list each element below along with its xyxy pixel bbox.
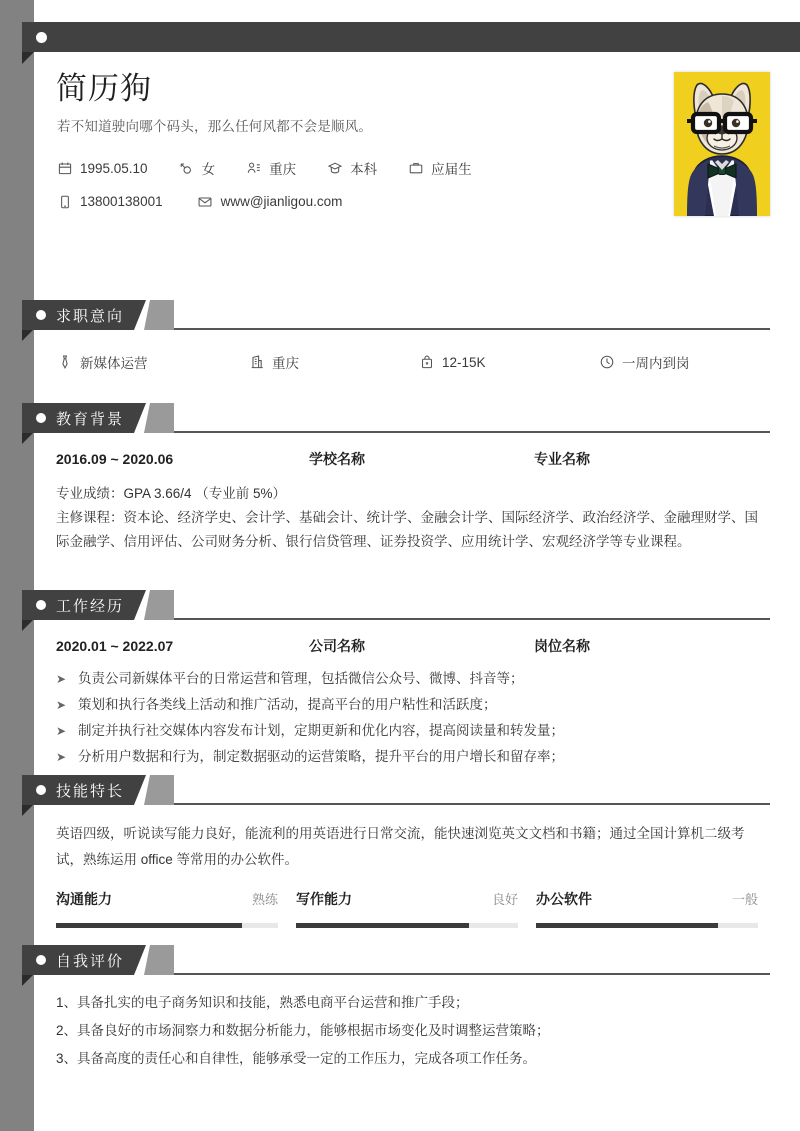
meta-email-text: www@jianligou.com [220,194,343,209]
list-item [56,744,760,770]
person-location-icon [245,160,262,177]
skill-progress-fill [536,923,718,928]
section-fold [22,330,33,341]
intent-salary [418,354,598,371]
tagline: 若不知道驶向哪个码头，那么任何风都不会是顺风。 [57,119,373,134]
section-banner [22,403,134,433]
meta-degree [326,158,377,178]
work-bullet-list [56,656,760,770]
skill-level: 良好 [491,892,518,907]
meta-gender-text: 女 [201,162,216,177]
skill-name: 写作能力 [296,891,352,907]
section-bullet-icon [36,600,46,610]
work-date: 2020.01 ~ 2022.07 [56,638,174,654]
skill-progress-track [296,923,518,928]
section-header-self-evaluation [0,945,800,975]
section-wedge-decoration [144,590,174,620]
intent-city-text: 重庆 [272,356,299,371]
skill-name: 沟通能力 [56,891,112,907]
arrow-bullet-icon: ➤ [56,698,67,712]
section-banner [22,945,134,975]
section-fold [22,975,33,986]
section-fold [22,805,33,816]
list-item-text: 负责公司新媒体平台的日常运营和管理，包括微信公众号、微博、抖音等； [78,671,524,686]
meta-phone [56,193,163,210]
self-evaluation-list [56,975,760,1073]
section-body [56,433,760,554]
skill-progress-track [56,923,278,928]
skill-name: 办公软件 [536,891,592,907]
meta-experience-text: 应届生 [431,162,472,177]
email-icon [197,193,214,210]
skill-item [56,889,278,928]
section-banner [22,775,134,805]
clock-icon [598,354,615,371]
section-body [56,805,760,928]
meta-birthdate-text: 1995.05.10 [80,160,148,176]
list-item-text: 策划和执行各类线上活动和推广活动，提高平台的用户粘性和活跃度； [78,697,497,712]
list-item: 3、具备高度的责任心和自律性，能够承受一定的工作压力，完成各项工作任务。 [56,1051,537,1066]
skill-bars [56,873,760,928]
avatar [674,72,770,216]
list-item: 2、具备良好的市场洞察力和数据分析能力，能够根据市场变化及时调整运营策略； [56,1023,550,1038]
intent-position [56,352,248,372]
skill-progress-track [536,923,758,928]
list-item [56,718,760,744]
top-banner-fold [22,52,34,64]
list-item [56,692,760,718]
meta-email [197,193,343,210]
list-item-text: 制定并执行社交媒体内容发布计划，定期更新和优化内容，提高阅读量和转发量； [78,723,564,738]
skills-paragraph: 英语四级，听说读写能力良好，能流利的用英语进行日常交流，能快速浏览英文文档和书籍；通过全国计算机二级考试，熟练运用 office 等常用的办公软件。 [56,826,745,867]
profile-meta-row-2 [56,193,372,210]
section-bullet-icon [36,310,46,320]
meta-degree-text: 本科 [350,162,378,177]
intent-availability-text: 一周内到岗 [622,356,690,371]
education-details [56,469,760,554]
work-company: 公司名称 [309,638,365,654]
education-major: 专业名称 [534,451,590,467]
skill-header [296,889,518,909]
skill-header [56,889,278,909]
section-title: 工作经历 [56,597,125,615]
section-body [56,975,760,1073]
section-bullet-icon [36,413,46,423]
work-entry-header [56,620,760,656]
arrow-bullet-icon: ➤ [56,672,67,686]
section-education [0,403,800,549]
section-title: 教育背景 [56,410,125,428]
section-wedge-decoration [144,300,174,330]
section-title: 求职意向 [56,307,125,325]
intent-city [248,352,418,372]
meta-birthdate [56,160,148,177]
section-title: 技能特长 [56,782,125,800]
gender-female-icon [178,160,195,177]
section-wedge-decoration [144,775,174,805]
skill-item [536,889,758,928]
section-wedge-decoration [144,403,174,433]
skill-item [296,889,518,928]
skill-level: 熟练 [251,892,278,907]
section-body [56,330,760,372]
meta-experience [407,158,472,178]
section-header-job-intention [0,300,800,330]
meta-phone-text: 13800138001 [80,194,163,209]
education-date: 2016.09 ~ 2020.06 [56,451,174,467]
education-school: 学校名称 [309,451,365,467]
work-position: 岗位名称 [534,638,590,654]
section-job-intention [0,300,800,371]
intent-availability [598,352,690,372]
meta-location-text: 重庆 [269,162,297,177]
skill-progress-fill [296,923,469,928]
arrow-bullet-icon: ➤ [56,724,67,738]
intent-position-text: 新媒体运营 [80,356,148,371]
education-courses-line: 主修课程：资本论、经济学史、会计学、基础会计、统计学、金融会计学、国际经济学、政治经济学、金融理财学、国际金融学、信用评估、公司财务分析、银行信贷管理、证券投资学、应用统计学、宏观经济学等专业课程。 [56,510,758,549]
profile-meta-row-1 [56,158,502,178]
section-bullet-icon [36,955,46,965]
skill-progress-fill [56,923,242,928]
top-banner [22,22,800,52]
list-item: 1、具备扎实的电子商务知识和技能，熟悉电商平台运营和推广手段； [56,995,469,1010]
calendar-icon [56,160,73,177]
list-item-text: 分析用户数据和行为，制定数据驱动的运营策略，提升平台的用户增长和留存率； [78,749,564,764]
graduation-cap-icon [326,160,343,177]
section-body [56,620,760,770]
section-fold [22,620,33,631]
section-work-experience [0,590,800,764]
section-bullet-icon [36,785,46,795]
section-self-evaluation [0,945,800,1066]
list-item [56,666,760,692]
building-icon [248,354,265,371]
job-intention-row [56,330,760,372]
education-gpa-line: 专业成绩：GPA 3.66/4 （专业前 5%） [56,486,287,501]
section-header-education [0,403,800,433]
section-fold [22,433,33,444]
section-banner [22,590,134,620]
meta-location [245,158,296,178]
meta-gender [178,158,216,178]
briefcase-icon [407,160,424,177]
page-title: 简历狗 [56,71,152,106]
skill-header [536,889,758,909]
money-bag-icon [418,354,435,371]
section-skills [0,775,800,907]
profile-header [34,52,800,242]
skill-level: 一般 [731,892,758,907]
phone-icon [56,193,73,210]
arrow-bullet-icon: ➤ [56,750,67,764]
intent-salary-text: 12-15K [442,354,486,370]
top-banner-dot-icon [36,32,47,43]
section-banner [22,300,134,330]
section-wedge-decoration [144,945,174,975]
necktie-icon [56,354,73,371]
section-header-skills [0,775,800,805]
section-title: 自我评价 [56,952,125,970]
section-header-work [0,590,800,620]
education-entry-header [56,433,760,469]
